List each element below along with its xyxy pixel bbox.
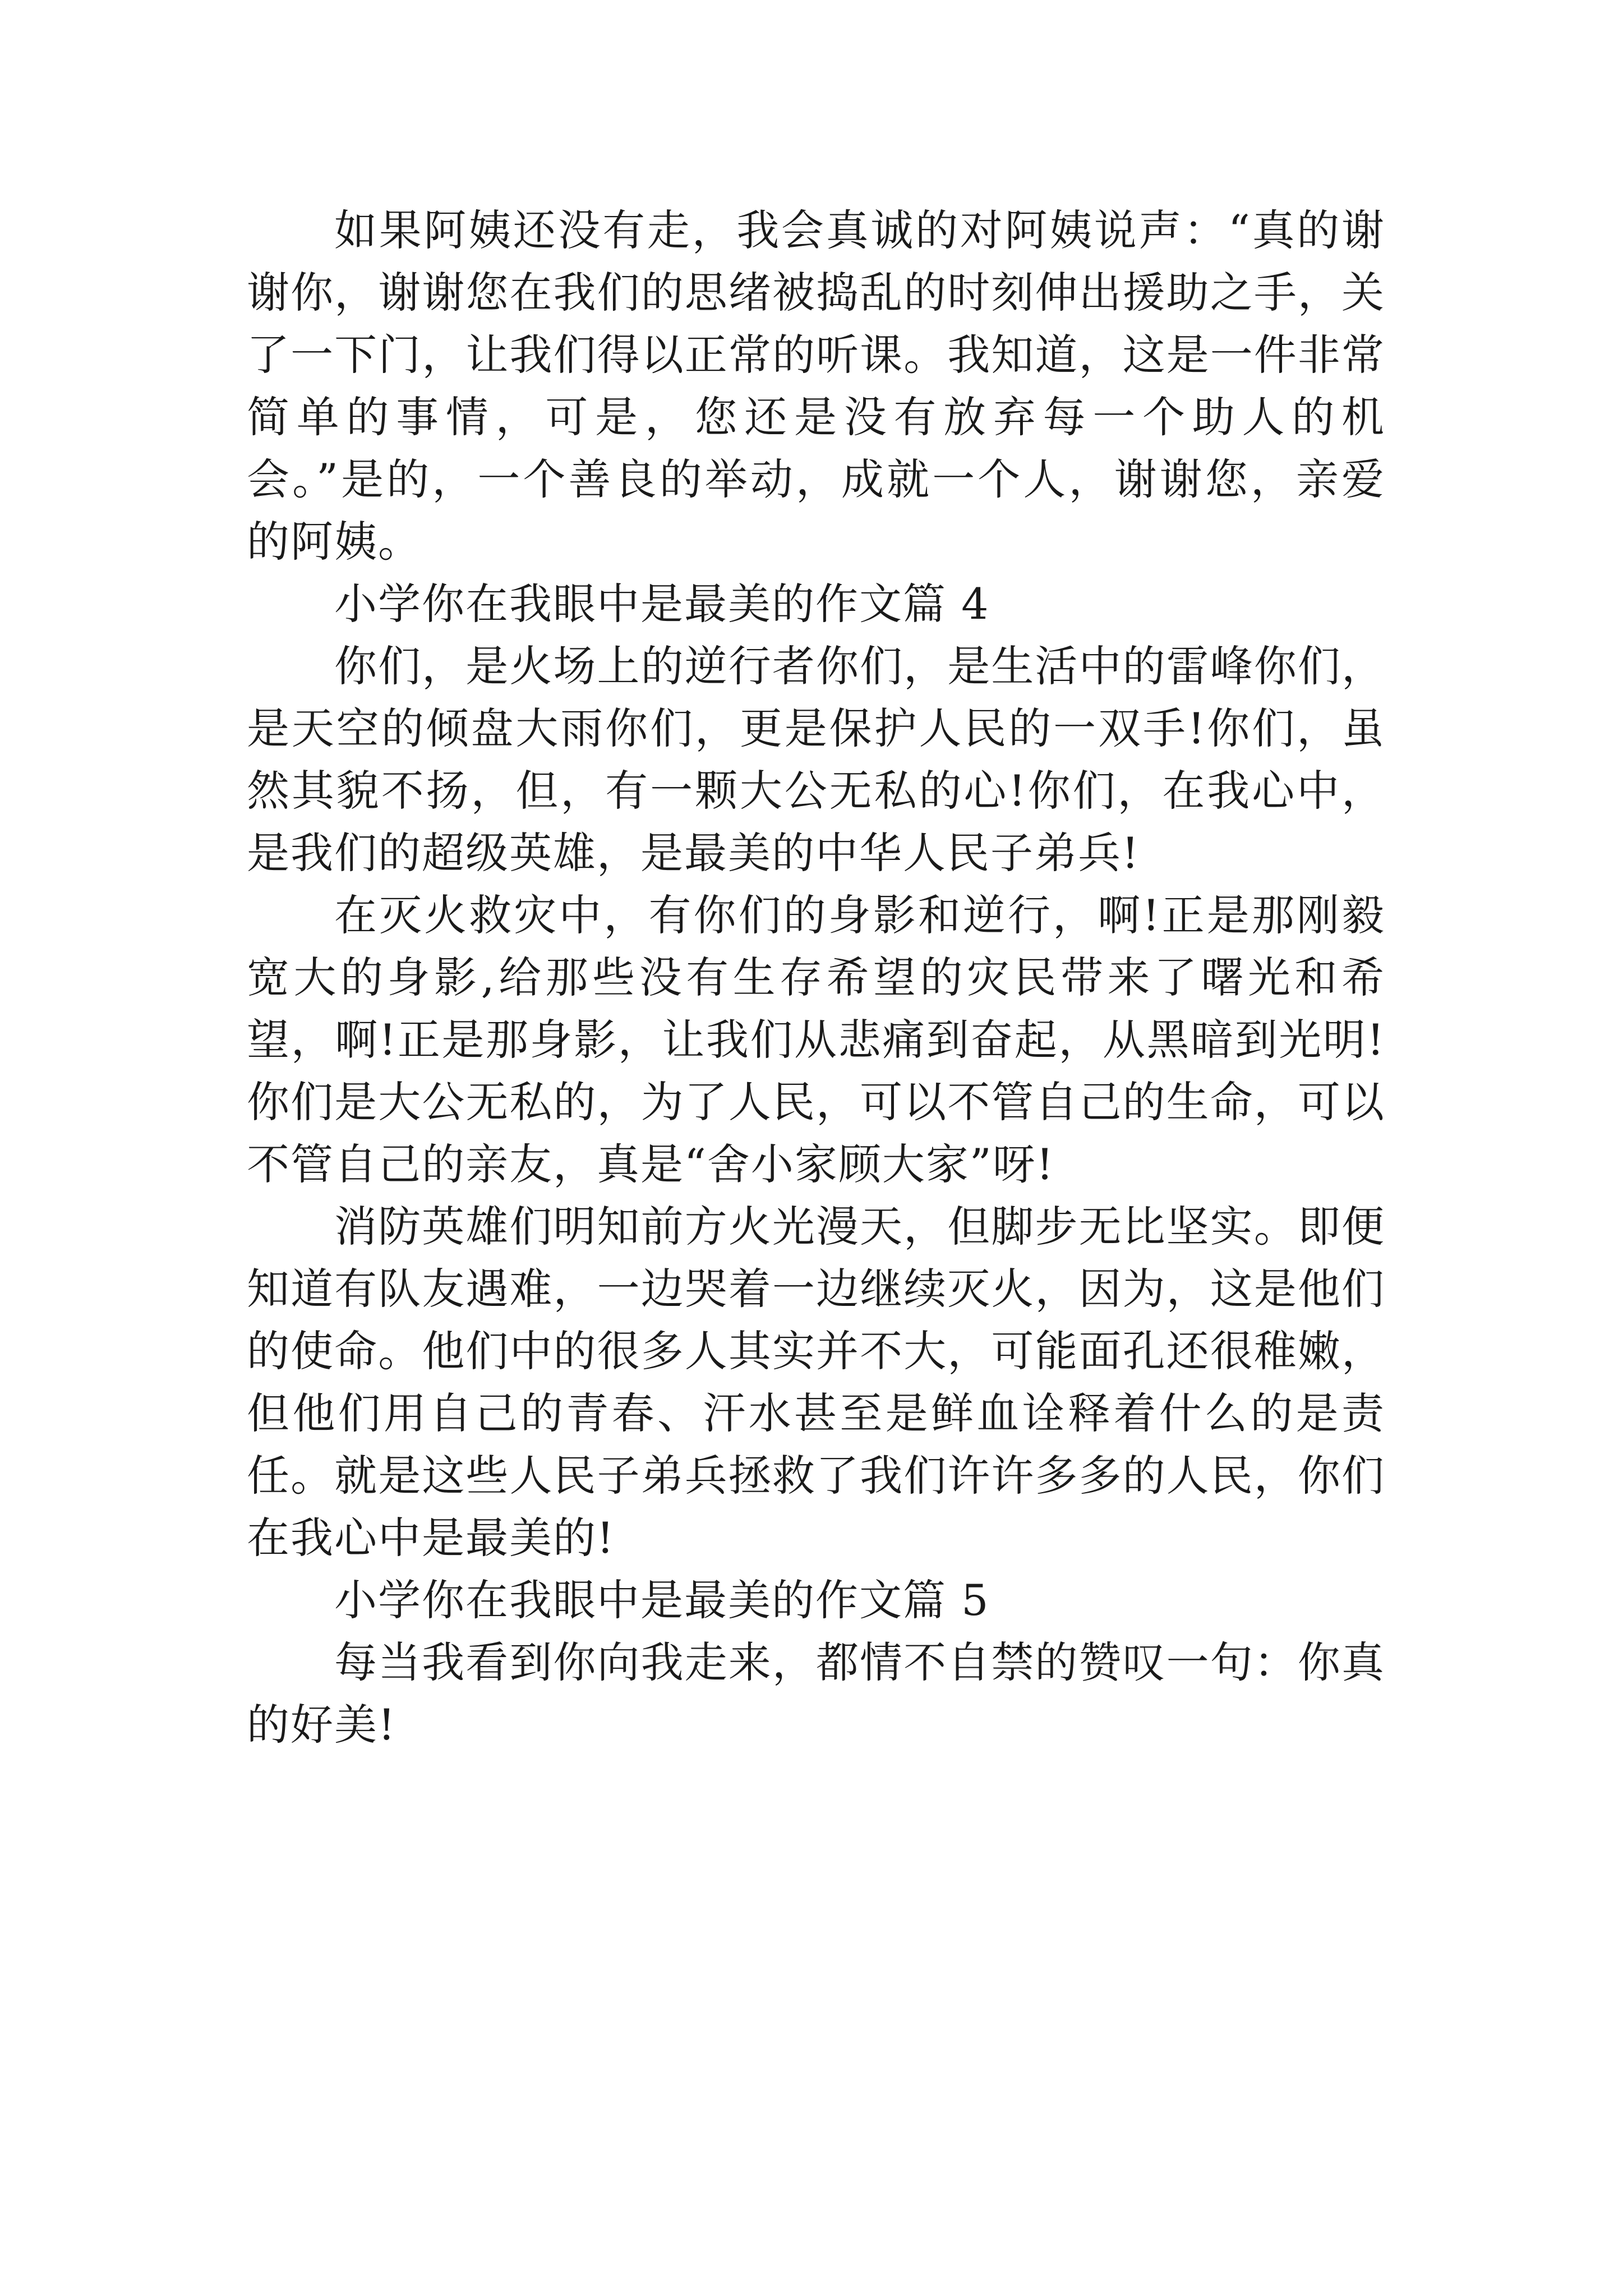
paragraph-firefighters-intro: 你们，是火场上的逆行者你们，是生活中的雷峰你们，是天空的倾盘大雨你们，更是保护人民的一双手!你们，虽然其貌不扬，但，有一颗大公无私的心!你们，在我心中，是我们的超级英雄，是最美的中华人民子弟兵! — [247, 641, 1385, 878]
paragraph-disaster-relief: 在灭火救灾中，有你们的身影和逆行，啊!正是那刚毅宽大的身影,给那些没有生存希望的灾民带来了曙光和希望，啊!正是那身影，让我们从悲痛到奋起，从黑暗到光明!你们是大公无私的，为了人民，可以不管自己的生命，可以不管自己的亲友，真是“舍小家顾大家”呀! — [247, 890, 1385, 1189]
section-heading-4: 小学你在我眼中是最美的作文篇 4 — [334, 579, 990, 629]
paragraph-you-are-beautiful: 每当我看到你向我走来，都情不自禁的赞叹一句：你真的好美! — [247, 1637, 1385, 1750]
document-body — [247, 199, 1385, 1756]
paragraph-fire-heroes: 消防英雄们明知前方火光漫天，但脚步无比坚实。即便知道有队友遇难，一边哭着一边继续灭火，因为，这是他们的使命。他们中的很多人其实并不大，可能面孔还很稚嫩，但他们用自己的青春、汗水甚至是鲜血诠释着什么的是责任。就是这些人民子弟兵拯救了我们许许多多的人民，你们在我心中是最美的! — [247, 1202, 1385, 1563]
paragraph-aunt-thanks: 如果阿姨还没有走，我会真诚的对阿姨说声：“真的谢谢你，谢谢您在我们的思绪被捣乱的时刻伸出援助之手，关了一下门，让我们得以正常的听课。我知道，这是一件非常简单的事情，可是，您还是没有放弃每一个助人的机会。”是的，一个善良的举动，成就一个人，谢谢您，亲爱的阿姨。 — [247, 205, 1385, 567]
section-heading-5: 小学你在我眼中是最美的作文篇 5 — [334, 1575, 990, 1625]
